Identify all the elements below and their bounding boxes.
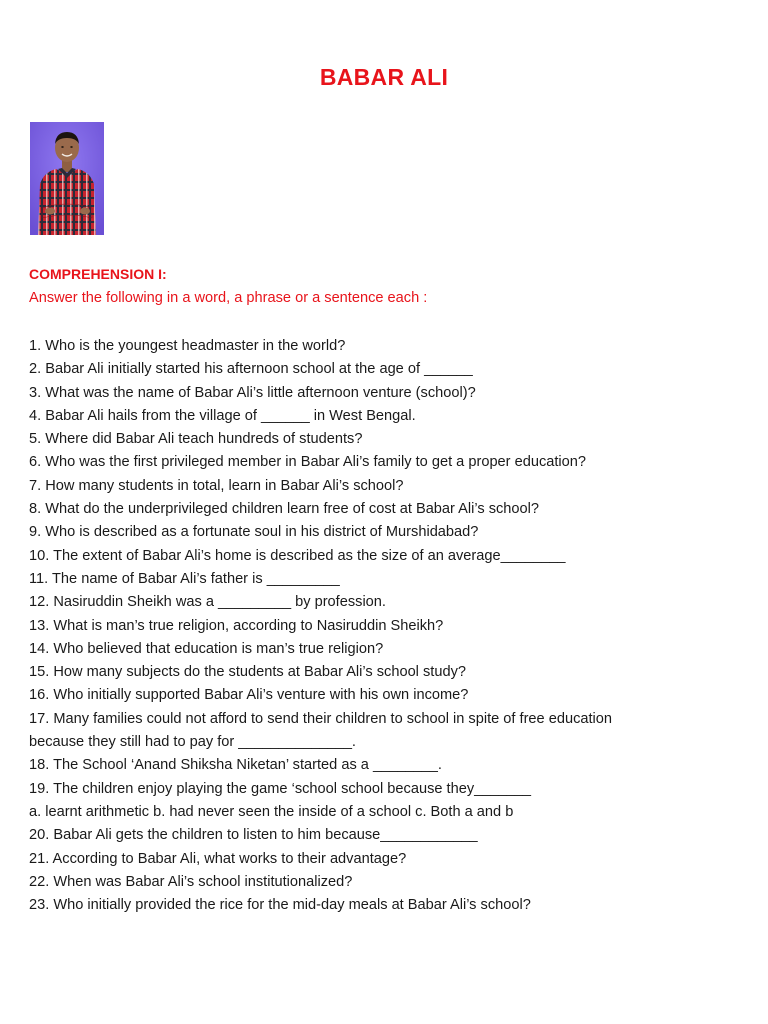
question-line: 19. The children enjoy playing the game ‘school school because they_______ <box>29 780 531 797</box>
question-line: 2. Babar Ali initially started his afternoon school at the age of ______ <box>29 361 473 378</box>
question-line: 7. How many students in total, learn in Babar Ali’s school? <box>29 477 404 494</box>
question-line: 14. Who believed that education is man’s true religion? <box>29 640 384 657</box>
question-line: 8. What do the underprivileged children learn free of cost at Babar Ali’s school? <box>29 501 539 518</box>
question-line: 9. Who is described as a fortunate soul in his district of Murshidabad? <box>29 524 479 541</box>
question-line: 23. Who initially provided the rice for the mid-day meals at Babar Ali’s school? <box>29 897 531 914</box>
question-line: 16. Who initially supported Babar Ali’s venture with his own income? <box>29 687 469 704</box>
portrait-photo <box>30 122 104 235</box>
question-line: 3. What was the name of Babar Ali’s little afternoon venture (school)? <box>29 384 476 401</box>
question-line: 13. What is man’s true religion, according to Nasiruddin Sheikh? <box>29 617 444 634</box>
instruction-text: Answer the following in a word, a phrase or a sentence each : <box>29 290 428 306</box>
question-line: 21. According to Babar Ali, what works to their advantage? <box>29 850 407 867</box>
question-list <box>29 335 749 917</box>
question-line: 12. Nasiruddin Sheikh was a _________ by profession. <box>29 594 386 611</box>
question-line: 1. Who is the youngest headmaster in the world? <box>29 338 346 354</box>
question-line: 17. Many families could not afford to send their children to school in spite of free education <box>29 710 613 727</box>
page-title: BABAR ALI <box>319 64 449 90</box>
question-line: 15. How many subjects do the students at Babar Ali’s school study? <box>29 664 466 681</box>
question-line: 6. Who was the first privileged member in Babar Ali’s family to get a proper education? <box>29 454 586 471</box>
question-line: 22. When was Babar Ali’s school institutionalized? <box>29 873 353 890</box>
question-line: 10. The extent of Babar Ali’s home is described as the size of an average________ <box>29 547 566 564</box>
question-line: because they still had to pay for ______________. <box>29 734 356 751</box>
question-line: 4. Babar Ali hails from the village of ______ in West Bengal. <box>29 407 416 424</box>
question-line: 18. The School ‘Anand Shiksha Niketan’ started as a ________. <box>29 757 442 774</box>
section-heading: COMPREHENSION I: <box>29 266 167 282</box>
question-line: 11. The name of Babar Ali’s father is _________ <box>29 570 340 587</box>
question-line: 5. Where did Babar Ali teach hundreds of students? <box>29 431 363 448</box>
question-line: 20. Babar Ali gets the children to listen to him because____________ <box>29 827 478 844</box>
answer-options-line: a. learnt arithmetic b. had never seen the inside of a school c. Both a and b <box>29 803 514 820</box>
